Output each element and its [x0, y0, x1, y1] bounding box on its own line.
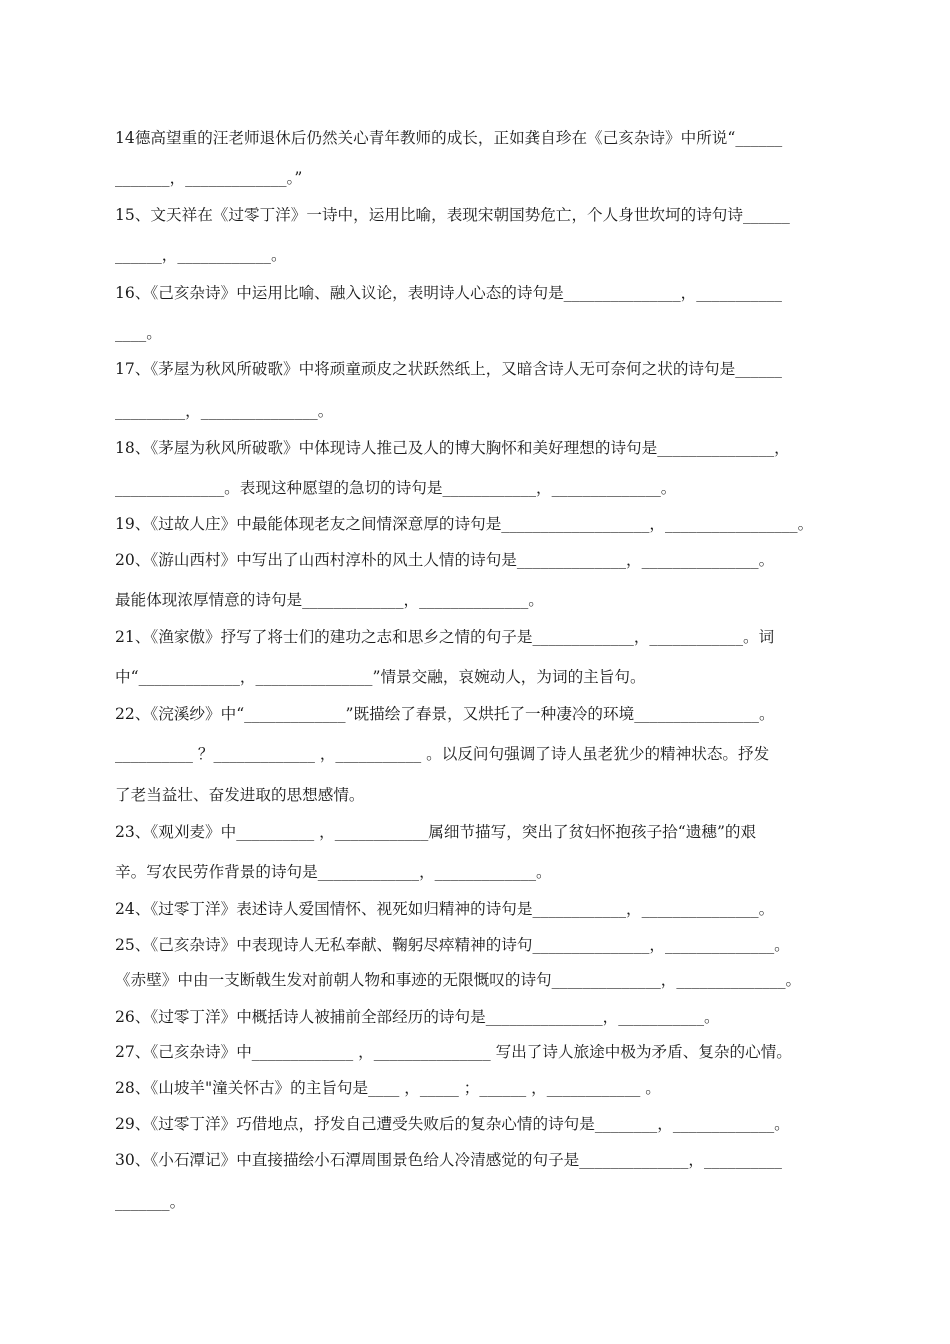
question-14-line-2: _______，_____________。” — [115, 169, 303, 187]
question-23-line-2: 辛。写农民劳作背景的诗句是_____________，_____________。 — [115, 863, 552, 881]
question-14-line-1: 14德高望重的汪老师退休后仍然关心青年教师的成长，正如龚自珍在《己亥杂诗》中所说“______ — [115, 129, 783, 147]
question-19-line-1: 19、《过故人庄》中最能体现老友之间情深意厚的诗句是___________________，_________________。 — [115, 515, 814, 533]
question-22-line-2: __________ ？_____________ ，___________ 。以反问句强调了诗人虽老犹少的精神状态。抒发 — [115, 745, 770, 763]
question-25-line-2: 《赤壁》中由一支断戟生发对前朝人物和事迹的无限慨叹的诗句______________，______________。 — [115, 971, 802, 989]
question-30-line-2: _______。 — [115, 1193, 186, 1211]
question-29-line-1: 29、《过零丁洋》巧借地点，抒发自己遭受失败后的复杂心情的诗句是________，_____________。 — [115, 1115, 790, 1133]
question-15-line-1: 15、文天祥在《过零丁洋》一诗中，运用比喻，表现宋朝国势危亡，个人身世坎坷的诗句诗______ — [115, 206, 790, 224]
question-20-line-2: 最能体现浓厚情意的诗句是_____________，______________。 — [115, 591, 544, 609]
question-18-line-1: 18、《茅屋为秋风所破歌》中体现诗人推己及人的博大胸怀和美好理想的诗句是_______________， — [115, 439, 790, 457]
question-27-line-1: 27、《己亥杂诗》中_____________ ，_______________ 写出了诗人旅途中极为矛盾、复杂的心情。 — [115, 1043, 792, 1061]
question-22-line-3: 了老当益壮、奋发进取的思想感情。 — [115, 786, 365, 804]
question-17-line-1: 17、《茅屋为秋风所破歌》中将顽童顽皮之状跃然纸上，又暗含诗人无可奈何之状的诗句是______ — [115, 360, 782, 378]
question-26-line-1: 26、《过零丁洋》中概括诗人被捕前全部经历的诗句是_______________，___________。 — [115, 1008, 720, 1026]
question-18-line-2: ______________。表现这种愿望的急切的诗句是____________，______________。 — [115, 479, 677, 497]
question-16-line-1: 16、《己亥杂诗》中运用比喻、融入议论，表明诗人心态的诗句是_______________，___________ — [115, 284, 782, 302]
question-24-line-1: 24、《过零丁洋》表述诗人爱国情怀、视死如归精神的诗句是____________，_______________。 — [115, 900, 775, 918]
question-25-line-1: 25、《己亥杂诗》中表现诗人无私奉献、鞠躬尽瘁精神的诗句_______________，______________。 — [115, 936, 790, 954]
question-21-line-2: 中“_____________，_______________”情景交融，哀婉动人，为词的主旨句。 — [115, 668, 646, 686]
question-17-line-2: _________，_______________。 — [115, 402, 334, 420]
question-23-line-1: 23、《观刈麦》中__________ ，____________属细节描写，突出了贫妇怀抱孩子拾“遗穗”的艰 — [115, 823, 757, 841]
question-30-line-1: 30、《小石潭记》中直接描绘小石潭周围景色给人冷清感觉的句子是______________，__________ — [115, 1151, 782, 1169]
question-28-line-1: 28、《山坡羊"潼关怀古》的主旨句是____ ，_____ ；______ ，____________ 。 — [115, 1079, 661, 1097]
question-20-line-1: 20、《游山西村》中写出了山西村淳朴的风土人情的诗句是______________，_______________。 — [115, 551, 775, 569]
question-16-line-2: ____。 — [115, 324, 162, 342]
question-15-line-2: ______，____________。 — [115, 246, 287, 264]
question-22-line-1: 22、《浣溪纱》中“_____________”既描绘了春景，又烘托了一种凄冷的环境________________。 — [115, 705, 775, 723]
question-21-line-1: 21、《渔家傲》抒写了将士们的建功之志和思乡之情的句子是_____________，____________。词 — [115, 628, 775, 646]
